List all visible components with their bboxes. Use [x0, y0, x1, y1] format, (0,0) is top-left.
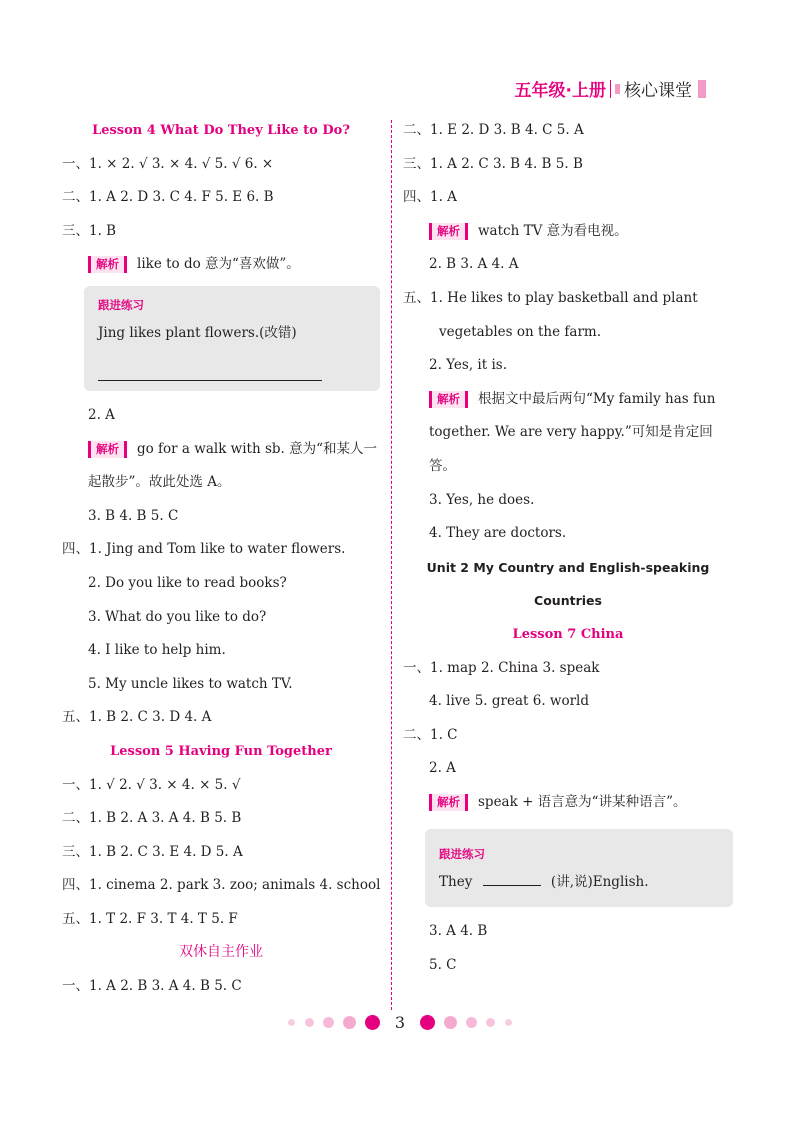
practice-label: 跟进练习 — [439, 847, 485, 862]
answer-line: 二、1. A 2. D 3. C 4. F 5. E 6. B — [62, 189, 274, 206]
section-title: 核心课堂 — [624, 81, 692, 101]
analysis-text: like to do 意为“喜欢做”。 — [137, 256, 300, 273]
answer-line: 二、1. E 2. D 3. B 4. C 5. A — [403, 122, 584, 138]
analysis-text: speak + 语言意为“讲某种语言”。 — [478, 793, 687, 810]
practice-box — [84, 286, 380, 391]
analysis-text: 根据文中最后两句“My family has fun together. We are very happy.”可知是肯定回答。 — [429, 390, 716, 474]
analysis-text: watch TV 意为看电视。 — [478, 222, 628, 239]
practice-box — [425, 829, 733, 907]
footer-dot — [288, 1019, 295, 1026]
footer-dot — [505, 1019, 512, 1026]
practice-label: 跟进练习 — [98, 297, 144, 312]
header-marker — [615, 84, 620, 94]
analysis-note — [403, 215, 733, 249]
weekend-homework-title: 双休自主作业 — [179, 944, 263, 961]
left-column — [62, 114, 380, 1004]
analysis-note — [403, 786, 733, 820]
answer-line: 3. B 4. B 5. C — [88, 507, 179, 524]
analysis-text: go for a walk with sb. 意为“和某人一起散步”。故此处选 A。 — [88, 440, 378, 491]
header-end-block — [698, 80, 706, 98]
analysis-note — [403, 383, 733, 484]
answer-line: 4. They are doctors. — [429, 525, 567, 542]
answer-line: 五、1. He likes to play basketball and plant — [403, 289, 698, 306]
answer-line: 2. Do you like to read books? — [88, 574, 287, 591]
answer-line: 一、1. × 2. √ 3. × 4. √ 5. √ 6. × — [62, 155, 274, 172]
practice-text-start: They — [439, 874, 473, 891]
unit-2-title-cont: Countries — [534, 593, 602, 609]
answer-line: 三、1. B — [62, 222, 117, 239]
analysis-tag: 解析 — [429, 794, 468, 811]
footer-dot — [466, 1017, 477, 1028]
answer-line: 5. C — [429, 957, 457, 974]
answer-line: 2. A — [429, 760, 456, 777]
answer-line: 一、1. map 2. China 3. speak — [403, 659, 600, 676]
answer-line: 2. B 3. A 4. A — [429, 256, 519, 273]
right-column — [403, 114, 733, 983]
answer-line: 3. A 4. B — [429, 923, 488, 940]
answer-line: 五、1. B 2. C 3. D 4. A — [62, 709, 212, 726]
answer-line: 三、1. B 2. C 3. E 4. D 5. A — [62, 843, 243, 860]
answer-line: 3. Yes, he does. — [429, 491, 535, 508]
answer-line: 四、1. cinema 2. park 3. zoo; animals 4. school — [62, 877, 381, 894]
analysis-note — [62, 433, 380, 500]
answer-line: 2. Yes, it is. — [429, 357, 507, 374]
answer-line: vegetables on the farm. — [439, 323, 601, 340]
answer-line: 二、1. C — [403, 726, 458, 743]
answer-line: 一、1. √ 2. √ 3. × 4. × 5. √ — [62, 776, 241, 793]
answer-line: 3. What do you like to do? — [88, 608, 267, 625]
analysis-tag: 解析 — [88, 441, 127, 458]
practice-text: Jing likes plant flowers.(改错) — [98, 324, 297, 341]
lesson-7-title: Lesson 7 China — [512, 626, 624, 642]
answer-line: 4. live 5. great 6. world — [429, 693, 590, 710]
lesson-4-title: Lesson 4 What Do They Like to Do? — [92, 123, 350, 138]
answer-line: 四、1. Jing and Tom like to water flowers. — [62, 541, 346, 558]
analysis-note — [62, 248, 380, 282]
grade-label: 五年级·上册 — [514, 81, 606, 101]
footer-dot — [444, 1016, 457, 1029]
practice-text — [439, 867, 719, 897]
answer-line: 三、1. A 2. C 3. B 4. B 5. B — [403, 155, 583, 172]
footer-dot — [305, 1018, 314, 1027]
answer-line: 二、1. B 2. A 3. A 4. B 5. B — [62, 810, 242, 827]
footer-dot — [420, 1015, 435, 1030]
header-separator — [610, 80, 611, 98]
answer-line: 五、1. T 2. F 3. T 4. T 5. F — [62, 910, 238, 927]
analysis-tag: 解析 — [88, 256, 127, 273]
answer-blank-line — [98, 348, 322, 381]
column-divider — [391, 120, 392, 1010]
footer-dot — [486, 1018, 495, 1027]
page-header — [515, 76, 706, 101]
lesson-5-title: Lesson 5 Having Fun Together — [110, 743, 332, 759]
answer-line: 四、1. A — [403, 189, 457, 206]
fill-blank — [483, 871, 541, 886]
unit-2-title: Unit 2 My Country and English-speaking — [426, 559, 710, 575]
analysis-tag: 解析 — [429, 391, 468, 408]
practice-text-end: (讲,说)English. — [550, 874, 649, 891]
footer-dot — [343, 1016, 356, 1029]
footer-dot — [323, 1017, 334, 1028]
answer-line: 4. I like to help him. — [88, 642, 226, 659]
footer-dot — [365, 1015, 380, 1030]
page-footer — [0, 1012, 800, 1032]
answer-line: 5. My uncle likes to watch TV. — [88, 675, 293, 692]
page-number: 3 — [394, 1013, 406, 1032]
answer-line: 2. A — [88, 406, 115, 423]
answer-line: 一、1. A 2. B 3. A 4. B 5. C — [62, 978, 242, 995]
analysis-tag: 解析 — [429, 223, 468, 240]
